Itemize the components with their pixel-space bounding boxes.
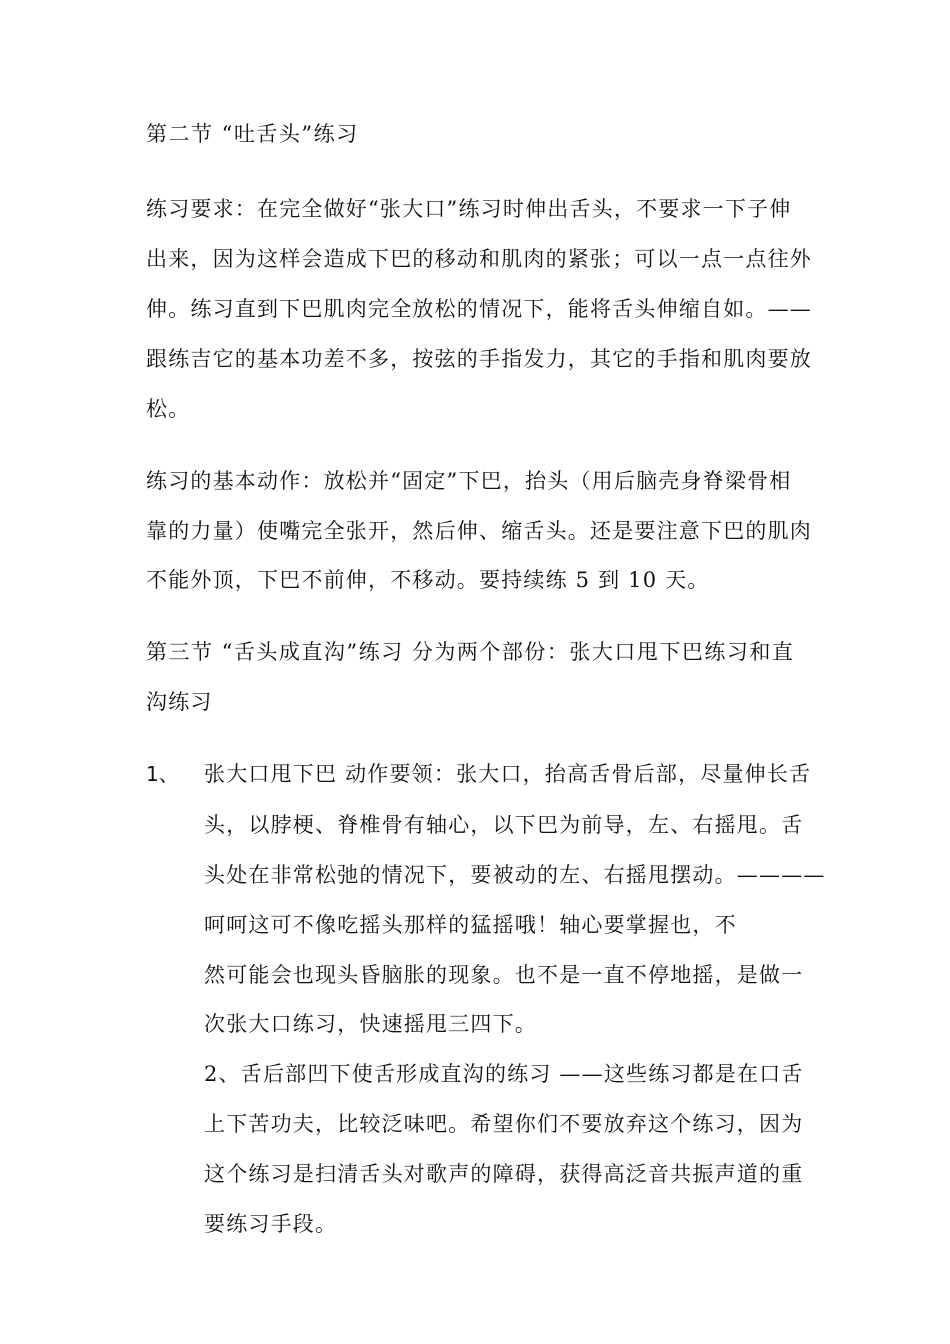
list-item-line: 然可能会也现头昏脑胀的现象。也不是一直不停地摇，是做一 [204,963,804,987]
list-number: 1、 [146,762,179,786]
basic-action-line: 靠的力量）使嘴完全张开，然后伸、缩舌头。还是要注意下巴的肌肉 [146,519,812,543]
list-item-2-line: 这个练习是扫清舌头对歌声的障碍，获得高泛音共振声道的重 [204,1162,804,1186]
list-item-2-line: 2、舌后部凹下使舌形成直沟的练习 ——这些练习都是在口舌 [204,1062,804,1086]
requirement-line: 练习要求：在完全做好“张大口”练习时伸出舌头，不要求一下子伸 [146,197,792,221]
list-item-line: 头，以脖梗、脊椎骨有轴心，以下巴为前导，左、右摇甩。舌 [204,813,804,837]
list-item-2-line: 要练习手段。 [204,1212,338,1236]
section2-heading: 第二节 “吐舌头”练习 [146,122,359,146]
list-item-line: 次张大口练习，快速摇甩三四下。 [204,1012,537,1036]
requirement-line: 松。 [146,397,191,421]
requirement-line: 跟练吉它的基本功差不多，按弦的手指发力，其它的手指和肌肉要放 [146,347,812,371]
list-item-line: 张大口甩下巴 动作要领：张大口，抬高舌骨后部，尽量伸长舌 [204,762,812,786]
basic-action-line: 不能外顶，下巴不前伸，不移动。要持续练 5 到 10 天。 [146,568,710,592]
requirement-line: 伸。练习直到下巴肌肉完全放松的情况下，能将舌头伸缩自如。—— [146,297,812,321]
basic-action-line: 练习的基本动作：放松并“固定”下巴，抬头（用后脑壳身脊梁骨相 [146,469,792,493]
list-item-line: 头处在非常松弛的情况下，要被动的左、右摇甩摆动。———— [204,863,826,887]
list-item-2-line: 上下苦功夫，比较泛味吧。希望你们不要放弃这个练习，因为 [204,1112,804,1136]
requirement-line: 出来，因为这样会造成下巴的移动和肌肉的紧张；可以一点一点往外 [146,247,812,271]
section3-heading: 第三节 “舌头成直沟”练习 分为两个部份：张大口甩下巴练习和直 [146,640,795,664]
section3-heading-continued: 沟练习 [146,690,213,714]
list-item-line: 呵呵这可不像吃摇头那样的猛摇哦！轴心要掌握也，不 [204,913,737,937]
